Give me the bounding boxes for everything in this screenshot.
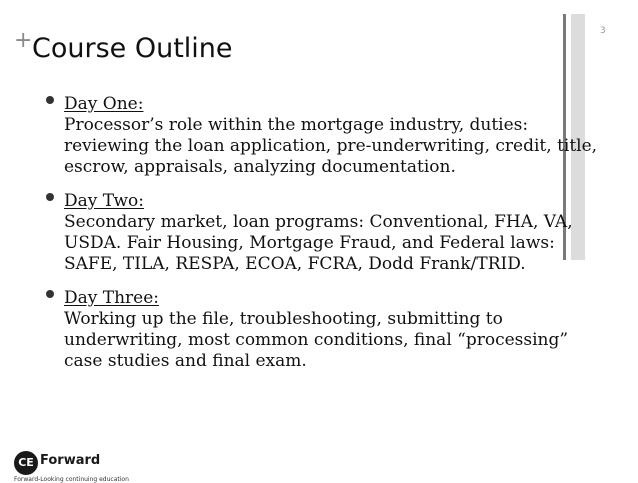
list-item-day-one bbox=[46, 94, 606, 178]
day-heading: Day One: bbox=[64, 94, 144, 114]
day-heading: Day Two: bbox=[64, 191, 145, 211]
day-description: Secondary market, loan programs: Conventional, FHA, VA, USDA. Fair Housing, Mortgage Fraud, and Federal laws: SAFE, TILA, RESPA, ECOA, FCRA, Dodd Frank/TRID. bbox=[64, 212, 573, 274]
logo-mark: CE bbox=[14, 451, 38, 475]
bullet-icon bbox=[46, 96, 54, 104]
course-outline-list bbox=[46, 94, 606, 385]
bullet-icon bbox=[46, 193, 54, 201]
day-description: Processor’s role within the mortgage industry, duties: reviewing the loan application, pre-underwriting, credit, title, escrow, appraisals, analyzing documentation. bbox=[64, 115, 598, 177]
ce-forward-logo bbox=[14, 451, 214, 483]
day-description: Working up the file, troubleshooting, submitting to underwriting, most common conditions, final “processing” case studies and final exam. bbox=[64, 309, 569, 371]
logo-tagline: Forward-Looking continuing education bbox=[14, 476, 129, 483]
page-number: 3 bbox=[600, 26, 606, 36]
day-heading: Day Three: bbox=[64, 288, 160, 308]
plus-icon: + bbox=[14, 28, 33, 53]
list-item-day-three bbox=[46, 288, 606, 372]
slide-title: Course Outline bbox=[32, 33, 233, 64]
logo-wordmark: Forward bbox=[40, 453, 101, 468]
bullet-icon bbox=[46, 290, 54, 298]
list-item-day-two bbox=[46, 191, 606, 275]
